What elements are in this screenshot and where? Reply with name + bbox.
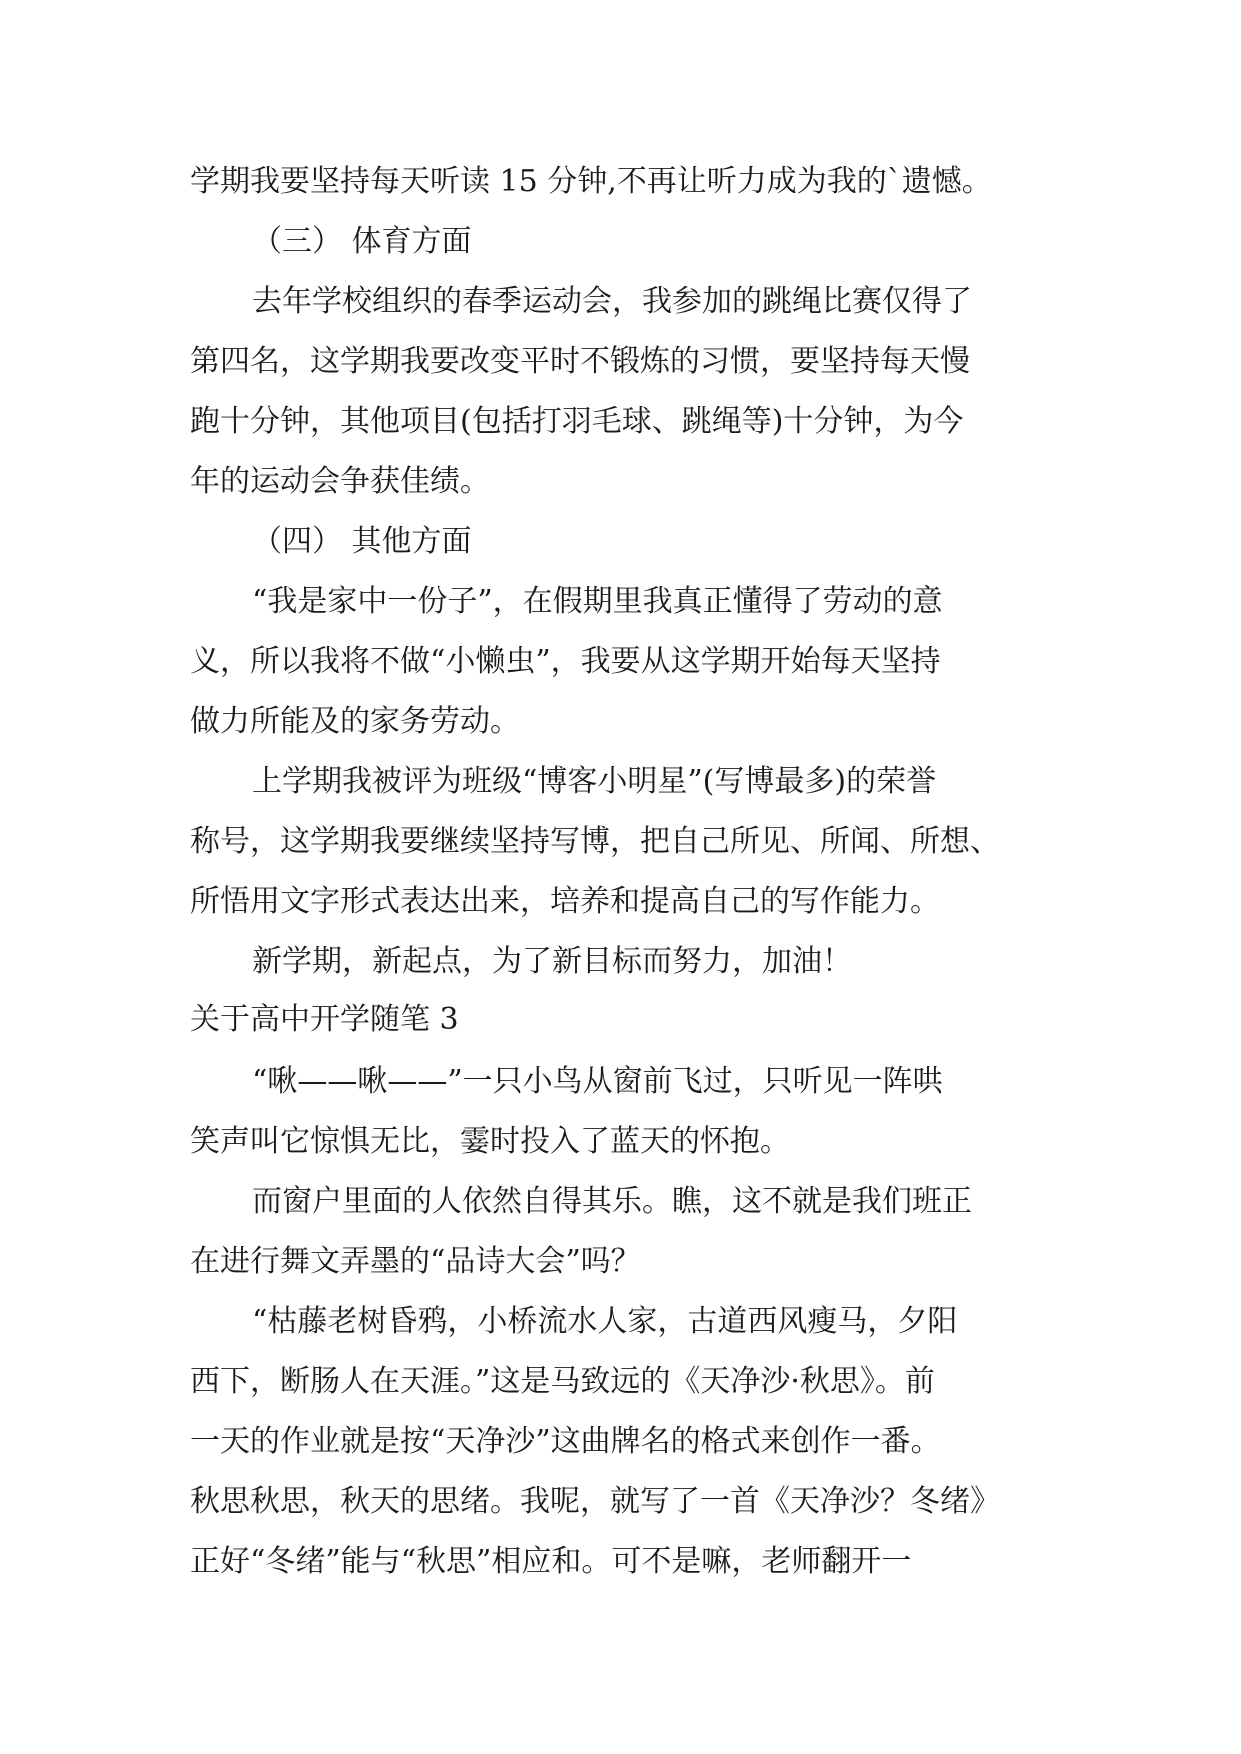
text-line-4: 第四名，这学期我要改变平时不锻炼的习惯，要坚持每天慢 bbox=[190, 344, 970, 379]
text-line-18: 而窗户里面的人依然自得其乐。瞧，这不就是我们班正 bbox=[252, 1184, 972, 1219]
text-line-23: 秋思秋思，秋天的思绪。我呢，就写了一首《天净沙？冬绪》 bbox=[190, 1484, 1000, 1519]
text-line-1: 学期我要坚持每天听读 15 分钟,不再让听力成为我的`遗憾。 bbox=[190, 164, 992, 199]
text-line-10: 做力所能及的家务劳动。 bbox=[190, 704, 520, 739]
text-line-12: 称号，这学期我要继续坚持写博，把自己所见、所闻、所想、 bbox=[190, 824, 1000, 859]
text-line-16: “啾——啾——”一只小鸟从窗前飞过，只听见一阵哄 bbox=[252, 1064, 943, 1099]
text-line-22: 一天的作业就是按“天净沙”这曲牌名的格式来创作一番。 bbox=[190, 1424, 941, 1459]
text-line-20: “枯藤老树昏鸦，小桥流水人家，古道西风瘦马，夕阳 bbox=[252, 1304, 958, 1339]
text-line-5: 跑十分钟，其他项目(包括打羽毛球、跳绳等)十分钟，为今 bbox=[190, 404, 964, 439]
text-line-13: 所悟用文字形式表达出来，培养和提高自己的写作能力。 bbox=[190, 884, 940, 919]
section-heading-other: （四） 其他方面 bbox=[252, 524, 472, 559]
text-line-17: 笑声叫它惊惧无比，霎时投入了蓝天的怀抱。 bbox=[190, 1124, 790, 1159]
text-line-14: 新学期，新起点，为了新目标而努力，加油！ bbox=[252, 944, 852, 979]
text-line-11: 上学期我被评为班级“博客小明星”(写博最多)的荣誉 bbox=[252, 764, 937, 799]
essay-title: 关于高中开学随笔 3 bbox=[190, 1002, 459, 1037]
text-line-21: 西下，断肠人在天涯。”这是马致远的《天净沙·秋思》。前 bbox=[190, 1364, 935, 1399]
section-heading-sports: （三） 体育方面 bbox=[252, 224, 472, 259]
text-line-24: 正好“冬绪”能与“秋思”相应和。可不是嘛，老师翻开一 bbox=[190, 1544, 912, 1579]
text-line-8: “我是家中一份子”，在假期里我真正懂得了劳动的意 bbox=[252, 584, 943, 619]
text-line-6: 年的运动会争获佳绩。 bbox=[190, 464, 490, 499]
text-line-9: 义，所以我将不做“小懒虫”，我要从这学期开始每天坚持 bbox=[190, 644, 941, 679]
text-line-3: 去年学校组织的春季运动会，我参加的跳绳比赛仅得了 bbox=[252, 284, 972, 319]
text-line-19: 在进行舞文弄墨的“品诗大会”吗？ bbox=[190, 1244, 641, 1279]
